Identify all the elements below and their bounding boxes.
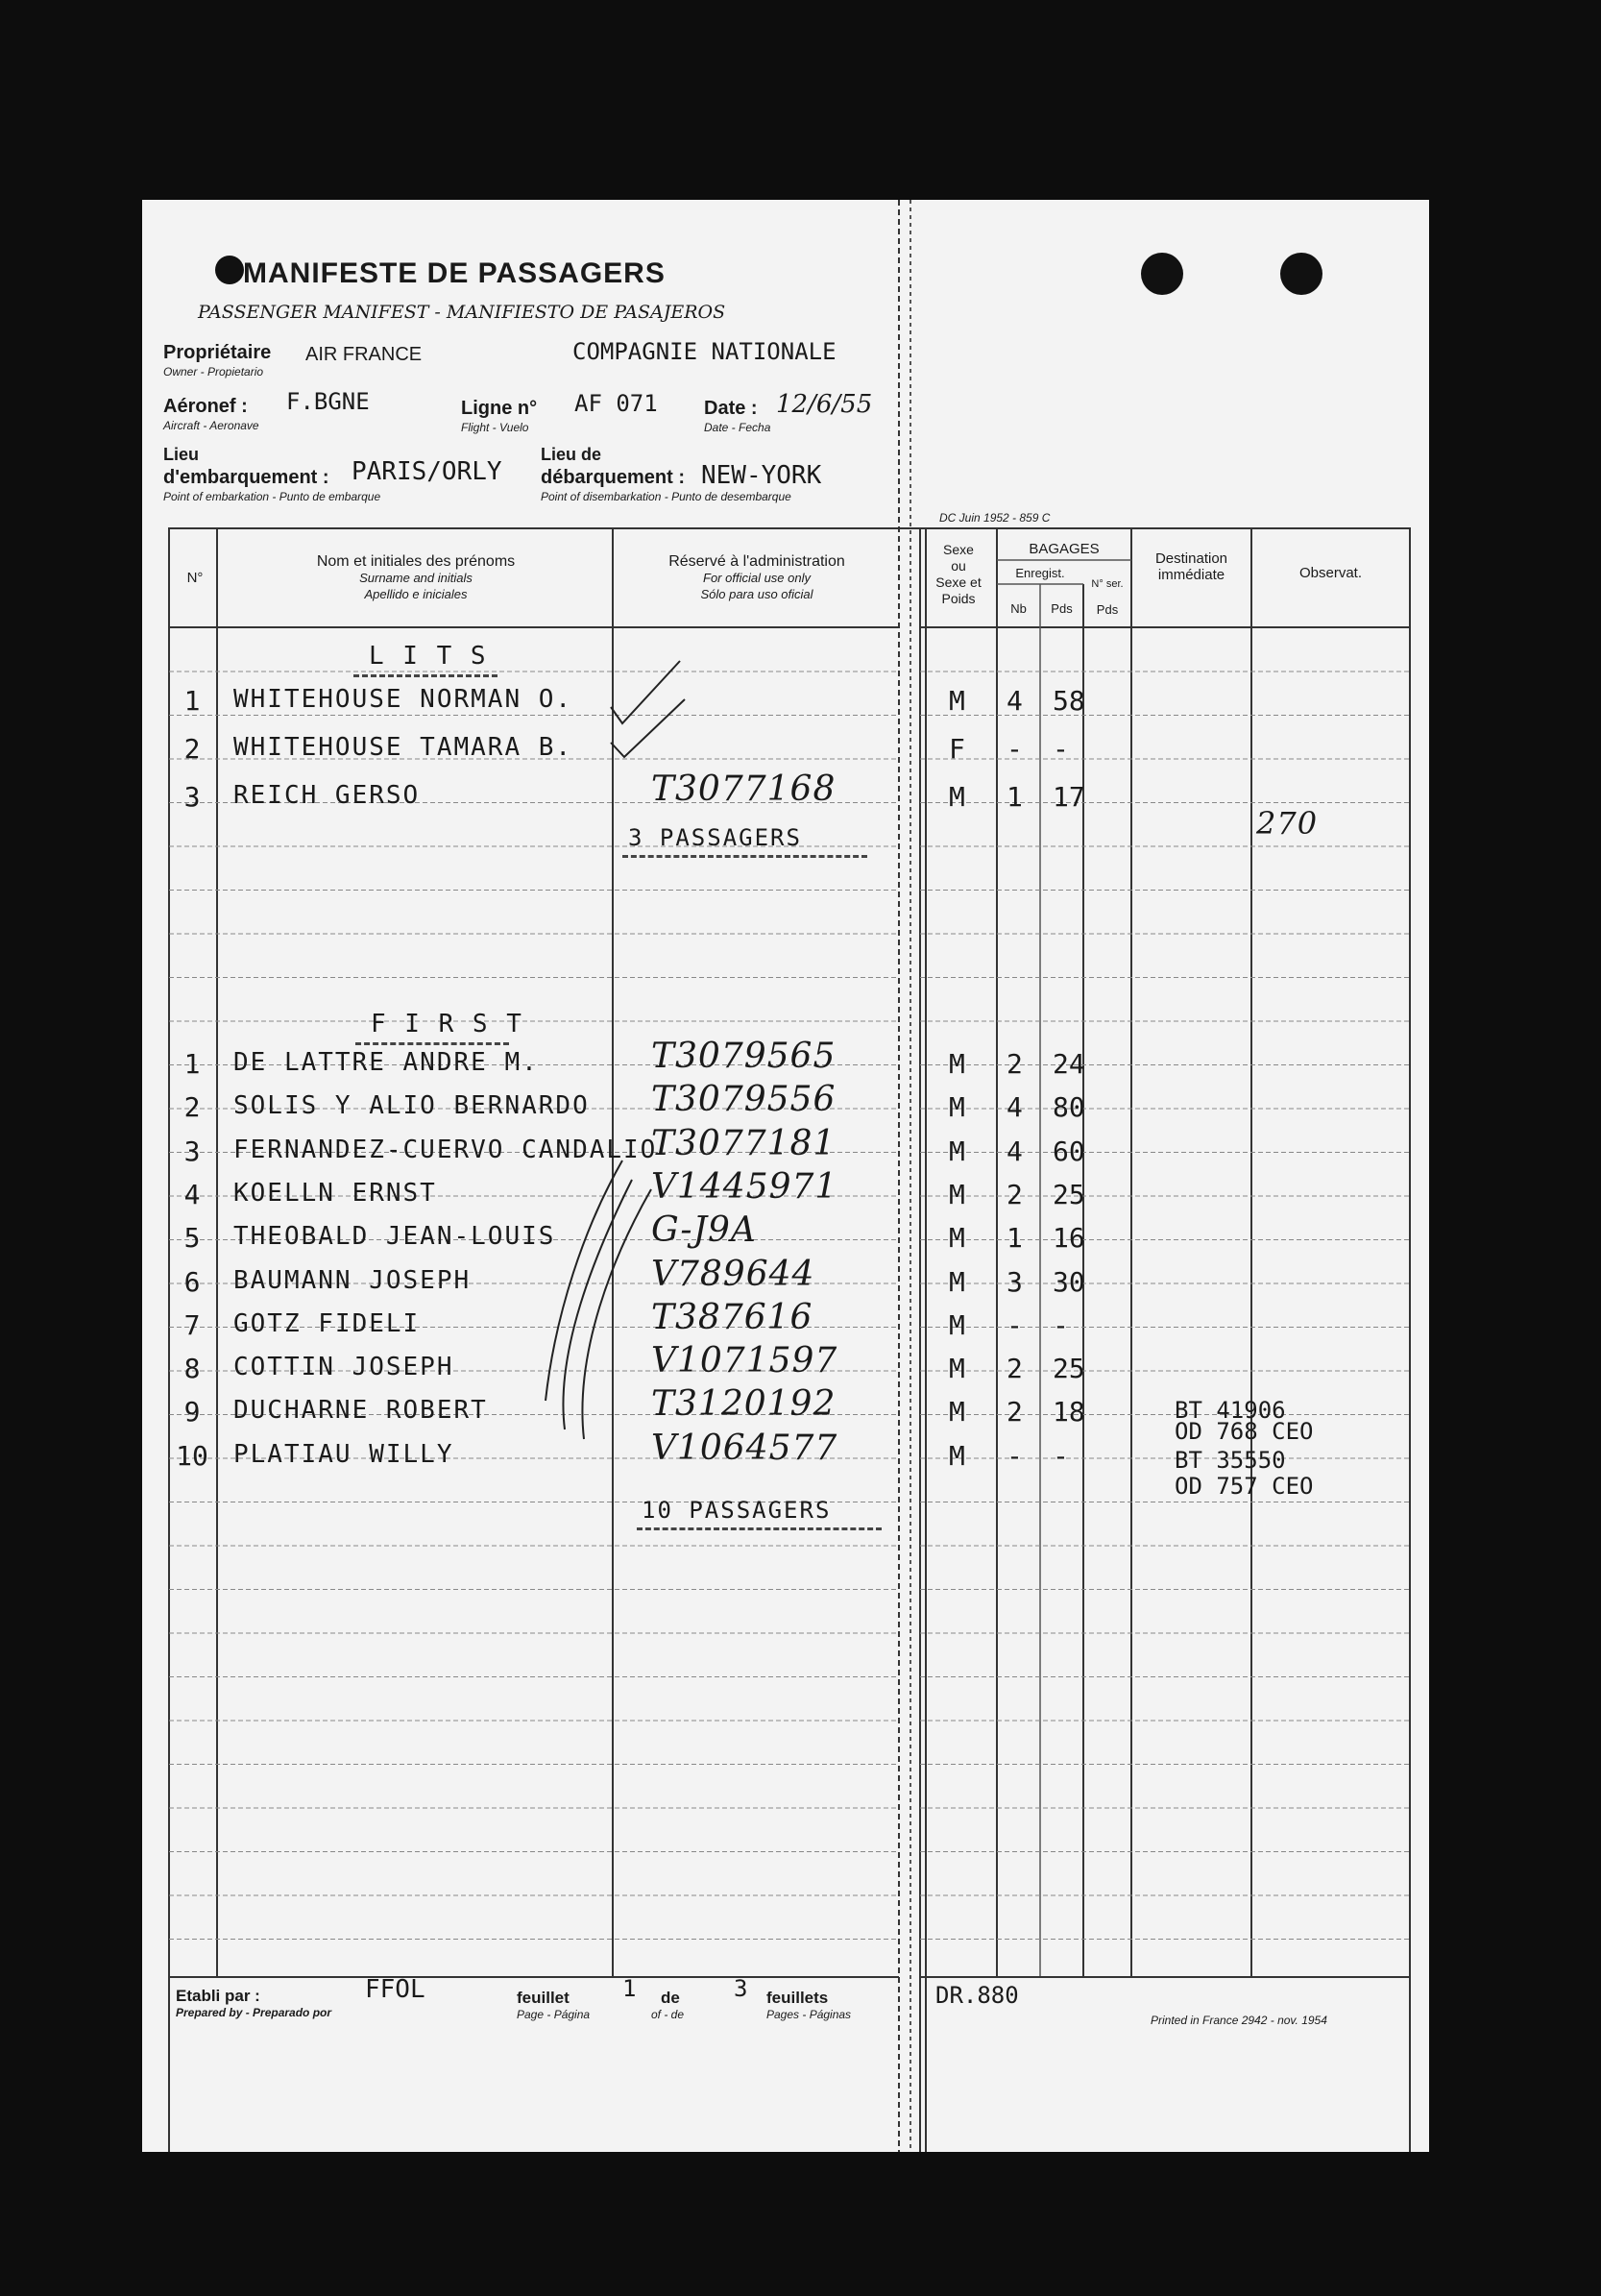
first-no-cell: 7 — [183, 1308, 201, 1341]
lits-name-cell: REICH GERSO — [233, 781, 421, 810]
first-name-cell: DUCHARNE ROBERT — [233, 1396, 488, 1426]
prepared-label: Etabli par : — [176, 1987, 260, 2005]
flight-label: Ligne n° — [461, 398, 538, 419]
lits-nb-cell: - — [1007, 733, 1023, 765]
prepared-sub: Prepared by - Preparado por — [176, 2006, 332, 2019]
col-header-pds2: Pds — [1096, 602, 1119, 617]
embark-label-1: Lieu — [163, 445, 200, 464]
date-label: Date : — [704, 398, 758, 419]
disembark-label-1: Lieu de — [541, 445, 602, 464]
pages-sub: Pages - Páginas — [766, 2008, 852, 2021]
form-title: MANIFESTE DE PASSAGERS — [243, 257, 666, 289]
col-header-registered: Enregist. — [1015, 566, 1065, 580]
first-no-cell: 8 — [183, 1353, 201, 1385]
form-subtitle: PASSENGER MANIFEST - MANIFIESTO DE PASAJEROS — [198, 302, 726, 323]
aircraft-value: F.BGNE — [286, 388, 370, 415]
dest-note-4: OD 757 CEO — [1175, 1473, 1314, 1500]
embark-value: PARIS/ORLY — [352, 457, 502, 486]
first-sex-cell: M — [949, 1265, 965, 1298]
first-admin-cell: T387616 — [651, 1297, 813, 1337]
footer-ref: DR.880 — [935, 1982, 1019, 2009]
first-sex-cell: M — [949, 1091, 965, 1124]
date-sub: Date - Fecha — [704, 421, 771, 434]
lits-admin-cell: T3077168 — [651, 769, 837, 809]
first-admin-cell: T3120192 — [651, 1384, 837, 1425]
lits-name-cell: WHITEHOUSE NORMAN O. — [233, 685, 573, 714]
embark-label-2: d'embarquement : — [163, 467, 329, 488]
page-sub: Page - Página — [517, 2008, 591, 2021]
first-pds-cell: 60 — [1053, 1135, 1085, 1167]
lits-pds-cell: 58 — [1053, 685, 1085, 717]
col-name-es: Apellido e iniciales — [364, 587, 468, 601]
col-sex-2: ou — [951, 558, 966, 574]
first-no-cell: 9 — [183, 1396, 201, 1429]
col-header-admin — [622, 553, 891, 602]
first-sex-cell: M — [949, 1353, 965, 1385]
first-sex-cell: M — [949, 1048, 965, 1080]
first-no-cell: 10 — [176, 1439, 208, 1472]
first-no-cell: 2 — [183, 1091, 201, 1124]
heading-underline-first — [355, 1042, 509, 1045]
heading-underline-lits — [353, 674, 497, 677]
manifest-sheet — [142, 200, 1429, 2152]
first-name-cell: DE LATTRE ANDRE M. — [233, 1048, 539, 1077]
col-sex-4: Poids — [941, 591, 976, 606]
first-no-cell: 4 — [183, 1178, 201, 1210]
first-admin-cell: T3077181 — [651, 1123, 837, 1163]
lits-pds-cell: 17 — [1053, 781, 1085, 813]
col-header-dest — [1131, 550, 1251, 583]
lits-name-cell: WHITEHOUSE TAMARA B. — [233, 733, 573, 762]
pages-label: feuillets — [766, 1989, 829, 2007]
owner-value: AIR FRANCE — [305, 344, 423, 365]
date-value: 12/6/55 — [776, 390, 873, 419]
first-pds-cell: 30 — [1053, 1265, 1085, 1298]
dest-note-3: BT 35550 — [1175, 1447, 1286, 1474]
first-admin-cell: G-J9A — [651, 1210, 757, 1251]
printed-note: Printed in France 2942 - nov. 1954 — [1151, 2014, 1327, 2027]
first-pds-cell: 25 — [1053, 1178, 1085, 1210]
first-sex-cell: M — [949, 1178, 965, 1210]
total-pages-value: 3 — [734, 1975, 748, 2002]
lits-sex-cell: M — [949, 685, 965, 717]
col-admin-fr: Réservé à l'administration — [668, 553, 845, 570]
first-name-cell: SOLIS Y ALIO BERNARDO — [233, 1091, 590, 1121]
page-value: 1 — [622, 1975, 637, 2002]
first-pds-cell: 18 — [1053, 1396, 1085, 1429]
lits-sex-cell: F — [949, 733, 965, 765]
section-heading-first: F I R S T — [371, 1010, 523, 1038]
aircraft-label: Aéronef : — [163, 396, 248, 417]
embark-sub: Point of embarkation - Punto de embarque — [163, 490, 381, 503]
first-name-cell: PLATIAU WILLY — [233, 1439, 454, 1469]
first-name-cell: BAUMANN JOSEPH — [233, 1265, 472, 1295]
col-sex-1: Sexe — [943, 542, 974, 557]
section-heading-lits: L I T S — [369, 642, 488, 671]
lits-note: 270 — [1256, 805, 1319, 842]
prepared-value: FFOL — [365, 1975, 425, 2004]
first-name-cell: KOELLN ERNST — [233, 1178, 437, 1208]
owner-stamp: COMPAGNIE NATIONALE — [572, 338, 837, 365]
first-no-cell: 1 — [183, 1048, 201, 1080]
first-name-cell: FERNANDEZ-CUERVO CANDALIO — [233, 1135, 658, 1164]
col-header-nb: Nb — [1010, 601, 1027, 616]
col-header-no: N° — [186, 570, 204, 586]
first-no-cell: 5 — [183, 1222, 201, 1255]
col-admin-es: Sólo para uso oficial — [700, 587, 813, 601]
col-header-ser: N° ser. — [1091, 578, 1124, 590]
of-label: de — [661, 1989, 680, 2007]
first-nb-cell: 2 — [1007, 1048, 1023, 1080]
lits-no-cell: 2 — [183, 733, 201, 765]
aircraft-sub: Aircraft - Aeronave — [163, 419, 259, 432]
col-dest-2: immédiate — [1157, 567, 1225, 583]
owner-label: Propriétaire — [163, 342, 272, 363]
lits-total: 3 PASSAGERS — [628, 824, 802, 851]
first-nb-cell: 2 — [1007, 1178, 1023, 1210]
dest-note-1: BT 41906 — [1175, 1397, 1286, 1424]
col-header-obs: Observat. — [1298, 565, 1363, 581]
first-no-cell: 3 — [183, 1135, 201, 1167]
first-nb-cell: 1 — [1007, 1222, 1023, 1255]
flight-value: AF 071 — [574, 390, 658, 417]
first-nb-cell: 4 — [1007, 1091, 1023, 1124]
col-admin-en: For official use only — [703, 571, 811, 585]
dest-note-2: OD 768 CEO — [1175, 1418, 1314, 1445]
lits-total-underline — [622, 855, 867, 858]
disembark-sub: Point of disembarkation - Punto de desembarque — [541, 490, 791, 503]
flight-sub: Flight - Vuelo — [461, 421, 529, 434]
col-header-sex — [922, 542, 995, 607]
first-pds-cell: 80 — [1053, 1091, 1085, 1124]
lits-pds-cell: - — [1053, 733, 1069, 765]
lits-no-cell: 3 — [183, 781, 201, 813]
first-admin-cell: V789644 — [651, 1254, 815, 1294]
col-header-pds: Pds — [1051, 601, 1073, 616]
first-nb-cell: - — [1007, 1439, 1023, 1472]
col-sex-3: Sexe et — [935, 574, 982, 590]
first-admin-cell: V1445971 — [651, 1166, 838, 1207]
col-name-en: Surname and initials — [359, 571, 473, 585]
col-header-baggage: BAGAGES — [1029, 541, 1100, 557]
col-name-fr: Nom et initiales des prénoms — [316, 553, 516, 570]
first-pds-cell: - — [1053, 1439, 1069, 1472]
owner-sub: Owner - Propietario — [163, 365, 264, 379]
lits-no-cell: 1 — [183, 685, 201, 717]
first-sex-cell: M — [949, 1308, 965, 1341]
of-sub: of - de — [651, 2008, 685, 2021]
first-pds-cell: 16 — [1053, 1222, 1085, 1255]
first-pds-cell: 25 — [1053, 1353, 1085, 1385]
lits-nb-cell: 1 — [1007, 781, 1023, 813]
disembark-value: NEW-YORK — [701, 461, 822, 490]
first-name-cell: COTTIN JOSEPH — [233, 1353, 454, 1382]
col-dest-1: Destination — [1154, 550, 1228, 567]
first-pds-cell: 24 — [1053, 1048, 1085, 1080]
first-sex-cell: M — [949, 1396, 965, 1429]
first-nb-cell: 2 — [1007, 1396, 1023, 1429]
first-pds-cell: - — [1053, 1308, 1069, 1341]
first-sex-cell: M — [949, 1135, 965, 1167]
first-sex-cell: M — [949, 1222, 965, 1255]
first-nb-cell: 3 — [1007, 1265, 1023, 1298]
first-total-underline — [637, 1527, 882, 1530]
first-admin-cell: T3079565 — [651, 1037, 837, 1076]
lits-nb-cell: 4 — [1007, 685, 1023, 717]
first-admin-cell: T3079556 — [651, 1080, 837, 1120]
first-name-cell: THEOBALD JEAN-LOUIS — [233, 1222, 556, 1252]
first-nb-cell: 4 — [1007, 1135, 1023, 1167]
first-name-cell: GOTZ FIDELI — [233, 1308, 421, 1338]
first-nb-cell: - — [1007, 1308, 1023, 1341]
disembark-label-2: débarquement : — [541, 467, 686, 488]
first-no-cell: 6 — [183, 1265, 201, 1298]
first-total: 10 PASSAGERS — [642, 1497, 832, 1524]
form-ref: DC Juin 1952 - 859 C — [939, 511, 1051, 525]
first-sex-cell: M — [949, 1439, 965, 1472]
lits-sex-cell: M — [949, 781, 965, 813]
first-admin-cell: V1064577 — [651, 1428, 838, 1468]
page-label: feuillet — [517, 1989, 570, 2007]
first-nb-cell: 2 — [1007, 1353, 1023, 1385]
first-admin-cell: V1071597 — [651, 1341, 838, 1381]
col-header-name — [229, 553, 603, 602]
